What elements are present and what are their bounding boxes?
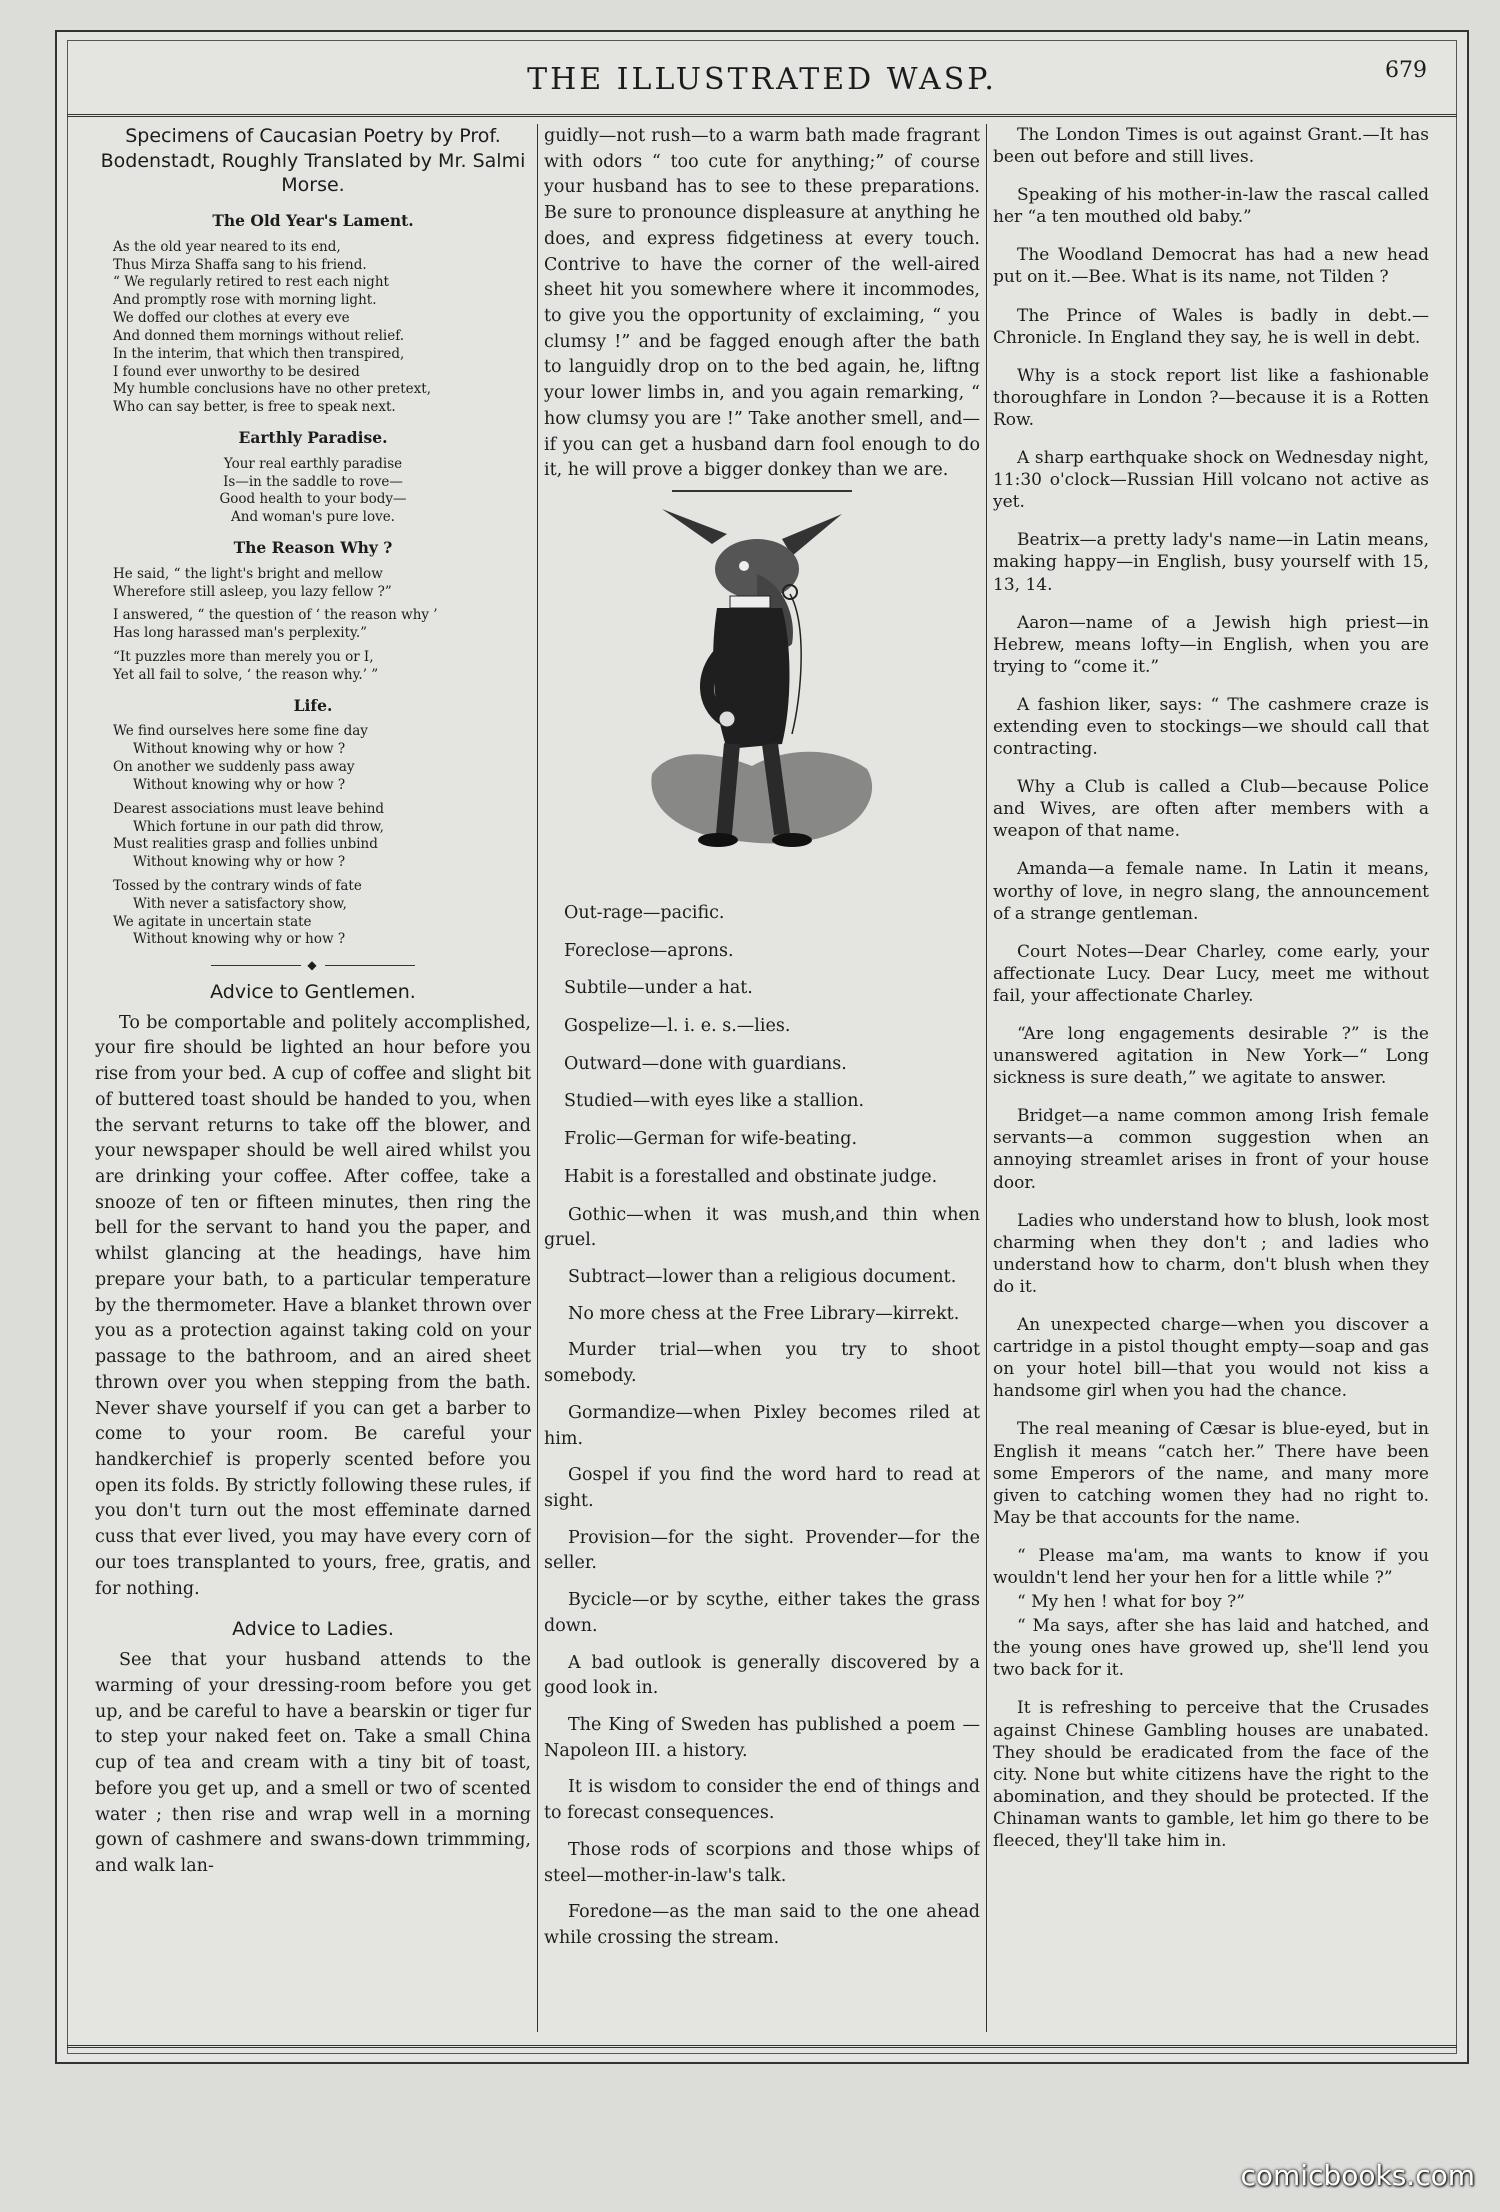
poem-line: As the old year neared to its end, xyxy=(113,238,341,255)
list-item: Speaking of his mother-in-law the rascal called her “a ten mouthed old baby.” xyxy=(993,185,1429,228)
column-rule xyxy=(986,124,987,2032)
poem xyxy=(95,537,531,685)
list-item: A bad outlook is generally discovered by a good look in. xyxy=(544,1652,980,1699)
poem-line: And donned them mornings without relief. xyxy=(113,327,405,344)
list-item: No more chess at the Free Library—kirrekt. xyxy=(568,1303,960,1324)
list-item: The King of Sweden has published a poem —Napoleon III. a history. xyxy=(544,1715,980,1761)
list-item: It is refreshing to perceive that the Crusades against Chinese Gambling houses are unabated. They should be eradicated from the face of the city. None but white citizens have the right to the abomination, and they should be protected. If the Chinaman wants to gamble, let him go there to be fleeced, they'll take him in. xyxy=(993,1698,1429,1851)
masthead xyxy=(67,44,1457,117)
poem-line: I answered, “ the question of ‘ the reason why ’ xyxy=(113,607,438,624)
list-item: Subtile—under a hat. xyxy=(564,978,753,999)
dialogue-line: “ My hen ! what for boy ?” xyxy=(1017,1592,1245,1613)
poem-line: With never a satisfactory show, xyxy=(133,895,347,912)
list-item: The London Times is out against Grant.—It has been out before and still lives. xyxy=(993,125,1429,168)
poem-line: Dearest associations must leave behind xyxy=(113,800,385,817)
poem-line: Without knowing why or how ? xyxy=(133,931,346,948)
section-heading: Advice to Ladies. xyxy=(232,1618,394,1641)
list-item: “Are long engagements desirable ?” is the unanswered agitation in New York—“ Long sickness is sure death,” we agitate to answer. xyxy=(993,1024,1429,1089)
poem-title: Earthly Paradise. xyxy=(238,427,388,447)
list-item: Aaron—name of a Jewish high priest—in Hebrew, means lofty—in English, when you are trying to “come it.” xyxy=(993,612,1429,677)
poem-line: We agitate in uncertain state xyxy=(113,913,312,930)
poem-stanza xyxy=(113,566,531,602)
poem xyxy=(95,695,531,950)
list-item: Those rods of scorpions and those whips of steel—mother-in-law's talk. xyxy=(544,1839,980,1886)
list-item: Out-rage—pacific. xyxy=(564,902,725,923)
list-item: Studied—with eyes like a stallion. xyxy=(564,1091,865,1112)
list-item: It is wisdom to consider the end of things and to forecast consequences. xyxy=(544,1777,980,1824)
poem-title: The Old Year's Lament. xyxy=(212,211,414,231)
list-item: Murder trial—when you try to shoot somebody. xyxy=(544,1340,980,1387)
list-item: A fashion liker, says: “ The cashmere craze is extending even to stockings—we should call that contracting. xyxy=(993,694,1429,760)
dialogue-line: “ Ma says, after she has laid and hatched, and the young ones have growed up, she'll lend you two back for it. xyxy=(993,1616,1429,1681)
list-item: Ladies who understand how to blush, look most charming when they don't ; and ladies who understand how to charm, don't blush when they do it. xyxy=(993,1210,1429,1297)
poem-stanza xyxy=(113,801,531,872)
dialogue-line: “ Please ma'am, ma wants to know if you wouldn't lend her your hen for a little while ?” xyxy=(993,1545,1429,1588)
divider xyxy=(672,490,852,492)
poem-line: Which fortune in our path did throw, xyxy=(133,818,384,835)
poem-stanza xyxy=(113,239,531,417)
section-heading: Advice to Gentlemen. xyxy=(210,980,416,1003)
list-item: Why a Club is called a Club—because Police and Wives, are often after members with a weapon of that name. xyxy=(993,777,1429,842)
masthead-title: THE ILLUSTRATED WASP. xyxy=(527,62,997,97)
article-text: See that your husband attends to the warming of your dressing-room before you get up, and be careful to have a bearskin or tiger fur to step your naked feet on. Take a small China cup of tea and cream with a tiny bit of toast, before you get up, and a smell or two of scented water ; then rise and wrap well in a morning gown of cashmere and swans-down trimmming, and walk lan- xyxy=(95,1650,531,1876)
poem-line: He said, “ the light's bright and mellow xyxy=(113,565,383,582)
poem-line: Without knowing why or how ? xyxy=(133,854,346,871)
poem-line: “It puzzles more than merely you or I, xyxy=(113,649,374,666)
poem-line: My humble conclusions have no other pretext, xyxy=(113,381,431,398)
list-item: Habit is a forestalled and obstinate judge. xyxy=(564,1166,938,1187)
list-item: A sharp earthquake shock on Wednesday night, 11:30 o'clock—Russian Hill volcano not active as yet. xyxy=(993,448,1429,513)
poem-line: Is—in the saddle to rove— xyxy=(223,473,403,490)
column-rule xyxy=(537,124,538,2032)
list-item: The real meaning of Cæsar is blue-eyed, but in English it means “catch her.” There have been some Emperors of the name, and many more given to catching women they had no right to. May be that accounts for the name. xyxy=(993,1419,1429,1528)
column-3 xyxy=(993,124,1429,2032)
list-item: The Prince of Wales is badly in debt.—Chronicle. In England they say, he is well in debt. xyxy=(993,305,1429,348)
list-item: Foreclose—aprons. xyxy=(564,940,734,961)
poem-stanza xyxy=(113,607,531,643)
list-item: Court Notes—Dear Charley, come early, your affectionate Lucy. Dear Lucy, meet me without fail, your affectionate Charley. xyxy=(993,941,1429,1006)
list-item: Foredone—as the man said to the one ahead while crossing the stream. xyxy=(544,1902,980,1949)
poem-line: Thus Mirza Shaffa sang to his friend. xyxy=(113,256,367,273)
list-item: Bridget—a name common among Irish female servants—a common suggestion when an annoying streamlet arises in front of your house door. xyxy=(993,1106,1429,1193)
poem-line: In the interim, that which then transpired, xyxy=(113,345,405,362)
poem-line: Wherefore still asleep, you lazy fellow ?” xyxy=(113,583,392,600)
poem-stanza xyxy=(113,649,531,685)
donkey-headed-man-icon xyxy=(544,504,980,893)
list-item: Provision—for the sight. Provender—for the seller. xyxy=(544,1527,980,1574)
poem-line: We doffed our clothes at every eve xyxy=(113,310,350,327)
bottom-rule xyxy=(67,2045,1457,2048)
poem-line: Must realities grasp and follies unbind xyxy=(113,836,378,853)
poem-line: I found ever unworthy to be desired xyxy=(113,363,360,380)
list-item: Bycicle—or by scythe, either takes the grass down. xyxy=(544,1590,980,1636)
poem-line: Without knowing why or how ? xyxy=(133,776,346,793)
article-text: guidly—not rush—to a warm bath made fragrant with odors “ too cute for anything;” of course your husband has to see to these preparations. Be sure to pronounce displeasure at anything he does, and express fidgetiness at every touch. Contrive to have the corner of the well-aired sheet hit you somewhere where it incommodes, to give you the opportunity of exclaiming, “ you clumsy !” and be fagged enough after the bath to languidly drop on to the bed again, he, liftng your lower limbs in, and you again remarking, “ how clumsy you are !” Take another smell, and—if you can get a husband darn fool enough to do it, he will prove a bigger donkey than we are. xyxy=(544,126,980,481)
poem-line: Tossed by the contrary winds of fate xyxy=(113,877,362,894)
list-item: Gospel if you find the word hard to read at sight. xyxy=(544,1465,980,1511)
poem-line: We find ourselves here some fine day xyxy=(113,723,368,740)
poem-line: Your real earthly paradise xyxy=(223,455,403,472)
poem-title: The Reason Why ? xyxy=(233,538,393,557)
poem-line: Who can say better, is free to speak next. xyxy=(113,399,396,416)
poem-line: Good health to your body— xyxy=(219,491,407,508)
list-item: The Woodland Democrat has had a new head put on it.—Bee. What is its name, not Tilden ? xyxy=(993,245,1429,288)
poem-stanza xyxy=(113,723,531,794)
list-item: Subtract—lower than a religious document. xyxy=(568,1266,957,1287)
list-item: Amanda—a female name. In Latin it means, worthy of love, in negro slang, the announcement of a strange gentleman. xyxy=(993,859,1429,924)
poem xyxy=(95,210,531,417)
poem-line: Yet all fail to solve, ‘ the reason why.’ ” xyxy=(113,666,379,683)
page-number: 679 xyxy=(1385,58,1427,83)
poem-stanza xyxy=(95,456,531,527)
poem-title: Life. xyxy=(293,695,333,715)
list-item: Gormandize—when Pixley becomes riled at him. xyxy=(544,1402,980,1449)
column-2 xyxy=(544,124,980,2032)
column-1 xyxy=(95,124,531,2032)
list-item: Beatrix—a pretty lady's name—in Latin means, making happy—in English, busy yourself with 15, 13, 14. xyxy=(993,530,1429,595)
list-item: Gospelize—l. i. e. s.—lies. xyxy=(564,1015,791,1036)
poem-line: And woman's pure love. xyxy=(231,509,395,526)
poem xyxy=(95,427,531,527)
poem-line: “ We regularly retired to rest each night xyxy=(113,274,389,291)
article-text: To be comportable and politely accomplished, your fire should be lighted an hour before you rise from your bed. A cup of coffee and slight bit of buttered toast should be handed to you, when the servant returns to take off the blower, and your newspaper should be well aired whilst you are drinking your coffee. After coffee, take a snooze of ten or fifteen minutes, then ring the bell for the servant to hand you the paper, and whilst glancing at the headings, have him prepare your bath, to a particular temperature by the thermometer. Have a blanket thrown over you as a protection against taking cold on your passage to the bathroom, and an aired sheet thrown over you when stepping from the bath. Never shave yourself if you can get a barber to come to your room. Be careful your handkerchief is properly scented before you open its folds. By strictly following these rules, if you don't turn out the most effeminate darned cuss that ever lived, you may have every corn of our toes transplanted to yours, free, gratis, and for nothing. xyxy=(95,1012,531,1599)
poem-stanza xyxy=(113,878,531,949)
poem-line: And promptly rose with morning light. xyxy=(113,292,377,309)
diamond-ornament-icon: ◆ xyxy=(95,957,531,975)
list-item: Gothic—when it was mush,and thin when gruel. xyxy=(544,1204,980,1251)
list-item: Outward—done with guardians. xyxy=(564,1053,847,1074)
feature-title: Specimens of Caucasian Poetry by Prof. Bodenstadt, Roughly Translated by Mr. Salmi Morse. xyxy=(100,125,526,197)
watermark-logo: comicbooks.com xyxy=(1240,2159,1475,2192)
list-item: An unexpected charge—when you discover a cartridge in a pistol thought empty—soap and gas on your hotel bill—that you would not kiss a handsome girl when you had the chance. xyxy=(993,1315,1429,1402)
newspaper-page xyxy=(55,30,1469,2064)
poem-line: Without knowing why or how ? xyxy=(133,741,346,758)
poem-line: On another we suddenly pass away xyxy=(113,759,355,776)
list-item: Frolic—German for wife-beating. xyxy=(564,1129,858,1150)
list-item: Why is a stock report list like a fashionable thoroughfare in London ?—because it is a Rotten Row. xyxy=(993,365,1429,430)
poem-line: Has long harassed man's perplexity.” xyxy=(113,625,368,642)
